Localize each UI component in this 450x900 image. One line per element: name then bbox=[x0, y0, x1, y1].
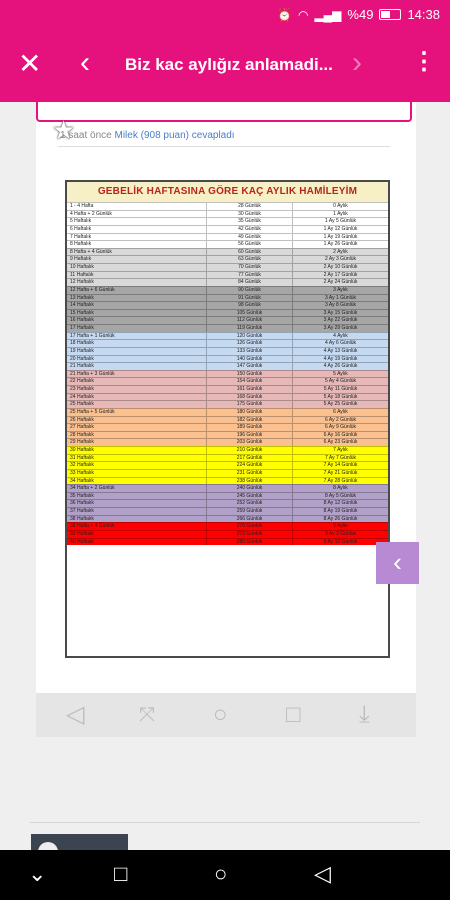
week-cell: 22 Haftalık bbox=[67, 378, 207, 385]
months-cell: 8 Ay 26 Günlük bbox=[323, 515, 358, 522]
days-cell: 63 Günlük bbox=[207, 256, 293, 263]
months-cell: 7 Ay 7 Günlük bbox=[324, 454, 357, 461]
table-row bbox=[67, 339, 388, 347]
week-cell: 17 Hafta + 1 Günlük bbox=[67, 333, 207, 340]
week-cell: 27 Haftalık bbox=[67, 424, 207, 431]
days-cell: 217 Günlük bbox=[207, 455, 293, 462]
week-cell: 40 Haftalık bbox=[67, 539, 207, 546]
table-row bbox=[67, 301, 388, 309]
week-cell: 8 Hafta + 4 Günlük bbox=[67, 249, 207, 256]
table-row bbox=[67, 294, 388, 302]
week-cell: 14 Haftalık bbox=[67, 302, 207, 309]
week-cell: 34 Hafta + 2 Günlük bbox=[67, 485, 207, 492]
week-cell: 38 Hafta + 4 Günlük bbox=[67, 523, 207, 530]
days-cell: 266 Günlük bbox=[207, 516, 293, 523]
months-cell: 1 Ay 12 Günlük bbox=[323, 225, 358, 232]
download-icon[interactable]: ⤓ bbox=[359, 701, 370, 728]
days-cell: 231 Günlük bbox=[207, 470, 293, 477]
months-cell: 4 Ay 13 Günlük bbox=[323, 347, 358, 354]
days-cell: 35 Günlük bbox=[207, 218, 293, 225]
answer-user-link[interactable]: Milek (908 puan) bbox=[114, 130, 189, 141]
week-cell: 19 Haftalık bbox=[67, 348, 207, 355]
table-row bbox=[67, 355, 388, 363]
days-cell: 150 Günlük bbox=[207, 371, 293, 378]
week-cell: 38 Haftalık bbox=[67, 516, 207, 523]
days-cell: 280 Günlük bbox=[207, 539, 293, 546]
table-row bbox=[67, 477, 388, 485]
months-cell: 8 Ay 5 Günlük bbox=[324, 492, 357, 499]
image-toolbar bbox=[36, 693, 416, 737]
months-cell: 2 Ay 10 Günlük bbox=[323, 264, 358, 270]
table-row bbox=[67, 499, 388, 507]
days-cell: 126 Günlük bbox=[207, 340, 293, 347]
months-cell: 6 Ay 16 Günlük bbox=[323, 431, 358, 438]
back-icon[interactable]: ‹ bbox=[80, 46, 90, 79]
months-cell: 3 Aylık bbox=[333, 286, 348, 293]
table-row bbox=[67, 362, 388, 370]
days-cell: 49 Günlük bbox=[207, 234, 293, 241]
fullscreen-icon[interactable]: ⤧ bbox=[139, 704, 155, 726]
days-cell: 133 Günlük bbox=[207, 348, 293, 355]
previous-icon[interactable]: ◁ bbox=[66, 701, 85, 728]
months-cell: 6 Ay 23 Günlük bbox=[323, 439, 358, 446]
week-cell: 32 Haftalık bbox=[67, 462, 207, 469]
months-cell: 2 Ay 3 Günlük bbox=[324, 256, 357, 263]
months-cell: 5 Ay 25 Günlük bbox=[323, 401, 358, 408]
months-cell: 8 Ay 19 Günlük bbox=[323, 508, 358, 514]
months-cell: 3 Ay 15 Günlük bbox=[323, 309, 358, 316]
months-cell: 1 Ay 19 Günlük bbox=[323, 233, 358, 240]
week-cell: 17 Haftalık bbox=[67, 325, 207, 332]
table-row bbox=[67, 324, 388, 332]
table-row bbox=[67, 217, 388, 225]
table-row bbox=[67, 431, 388, 439]
days-cell: 189 Günlük bbox=[207, 424, 293, 431]
table-row bbox=[67, 263, 388, 271]
pregnancy-table-image[interactable] bbox=[65, 180, 390, 658]
week-cell: 16 Haftalık bbox=[67, 317, 207, 324]
days-cell: 175 Günlük bbox=[207, 401, 293, 408]
days-cell: 259 Günlük bbox=[207, 508, 293, 515]
table-row bbox=[67, 492, 388, 500]
months-cell: 2 Ay 24 Günlük bbox=[323, 279, 358, 286]
months-cell: 2 Ay 17 Günlük bbox=[323, 271, 358, 278]
week-cell: 37 Haftalık bbox=[67, 508, 207, 515]
months-cell: 4 Aylık bbox=[333, 332, 348, 339]
table-row bbox=[67, 469, 388, 477]
stop-square-icon[interactable]: □ bbox=[286, 701, 301, 728]
months-cell: 7 Aylık bbox=[333, 447, 348, 453]
days-cell: 180 Günlük bbox=[207, 409, 293, 416]
week-cell: 25 Haftalık bbox=[67, 401, 207, 408]
table-row bbox=[67, 416, 388, 424]
table-row bbox=[67, 507, 388, 515]
months-cell: 5 Ay 4 Günlük bbox=[324, 378, 357, 385]
week-cell: 24 Haftalık bbox=[67, 394, 207, 401]
nav-down-icon[interactable]: ⌄ bbox=[28, 861, 47, 886]
days-cell: 91 Günlük bbox=[207, 295, 293, 302]
table-title: GEBELİK HAFTASINA GÖRE KAÇ AYLIK HAMİLEYİM bbox=[67, 182, 388, 202]
table-row bbox=[67, 522, 388, 530]
app-bar bbox=[0, 30, 450, 102]
months-cell: 3 Ay 1 Günlük bbox=[324, 294, 357, 301]
days-cell: 120 Günlük bbox=[207, 333, 293, 340]
days-cell: 182 Günlük bbox=[207, 417, 293, 424]
signal-icon: ▂▄▆ bbox=[314, 7, 342, 22]
nav-home-icon[interactable]: ○ bbox=[214, 861, 228, 886]
months-cell: 3 Ay 8 Günlük bbox=[324, 302, 357, 309]
days-cell: 70 Günlük bbox=[207, 264, 293, 271]
days-cell: 105 Günlük bbox=[207, 310, 293, 317]
week-cell: 9 Haftalık bbox=[67, 256, 207, 263]
week-cell: 12 Haftalık bbox=[67, 279, 207, 286]
battery-percent: %49 bbox=[347, 7, 374, 22]
days-cell: 42 Günlük bbox=[207, 226, 293, 233]
days-cell: 77 Günlük bbox=[207, 272, 293, 279]
days-cell: 224 Günlük bbox=[207, 462, 293, 469]
months-cell: 3 Ay 22 Günlük bbox=[323, 317, 358, 324]
days-cell: 240 Günlük bbox=[207, 485, 293, 492]
months-cell: 5 Aylık bbox=[333, 370, 348, 377]
months-cell: 3 Ay 29 Günlük bbox=[323, 325, 358, 331]
week-cell: 15 Haftalık bbox=[67, 310, 207, 317]
days-cell: 90 Günlük bbox=[207, 287, 293, 294]
answer-meta bbox=[60, 130, 235, 141]
more-options-icon[interactable]: ⋮ bbox=[412, 48, 436, 75]
months-cell: 9 Aylık bbox=[333, 523, 348, 530]
days-cell: 273 Günlük bbox=[207, 531, 293, 538]
system-nav-bar bbox=[0, 850, 450, 900]
week-cell: 36 Haftalık bbox=[67, 500, 207, 507]
table-row bbox=[67, 454, 388, 462]
week-cell: 33 Haftalık bbox=[67, 470, 207, 477]
table-row bbox=[67, 248, 388, 256]
days-cell: 28 Günlük bbox=[207, 203, 293, 210]
table-row bbox=[67, 255, 388, 263]
table-row bbox=[67, 347, 388, 355]
week-cell: 23 Haftalık bbox=[67, 386, 207, 393]
week-cell: 7 Haftalık bbox=[67, 234, 207, 241]
table-row bbox=[67, 286, 388, 294]
table-row bbox=[67, 309, 388, 317]
table-row bbox=[67, 461, 388, 469]
table-row bbox=[67, 385, 388, 393]
days-cell: 60 Günlük bbox=[207, 249, 293, 256]
week-cell: 39 Haftalık bbox=[67, 531, 207, 538]
months-cell: 7 Ay 21 Günlük bbox=[323, 469, 358, 476]
week-cell: 21 Haftalık bbox=[67, 363, 207, 370]
months-cell: 7 Ay 28 Günlük bbox=[323, 477, 358, 484]
months-cell: 1 Ay 26 Günlük bbox=[323, 241, 358, 248]
days-cell: 112 Günlük bbox=[207, 317, 293, 324]
week-cell: 35 Haftalık bbox=[67, 493, 207, 500]
table-row bbox=[67, 202, 388, 210]
week-cell: 34 Haftalık bbox=[67, 478, 207, 485]
week-cell: 25 Hafta + 5 Günlük bbox=[67, 409, 207, 416]
months-cell: 9 Ay 3 Günlük bbox=[324, 530, 357, 537]
days-cell: 252 Günlük bbox=[207, 500, 293, 507]
answer-action: cevapladı bbox=[191, 130, 235, 141]
answer-box bbox=[36, 102, 412, 122]
week-cell: 1 - 4 Hafta bbox=[67, 203, 207, 210]
gallery-prev-button[interactable]: ‹ bbox=[376, 542, 419, 584]
home-circle-icon[interactable]: ○ bbox=[213, 701, 228, 728]
table-row bbox=[67, 515, 388, 523]
months-cell: 1 Ay 5 Günlük bbox=[324, 218, 357, 225]
week-cell: 11 Haftalık bbox=[67, 272, 207, 279]
alarm-icon: ⏰ bbox=[277, 7, 292, 22]
page-title: Biz kac aylığız anlamadi... bbox=[125, 55, 333, 74]
forward-icon[interactable]: › bbox=[352, 46, 362, 79]
wifi-icon: ◠ bbox=[297, 7, 309, 22]
days-cell: 270 Günlük bbox=[207, 523, 293, 530]
nav-recents-icon[interactable]: □ bbox=[114, 861, 128, 886]
week-cell: 6 Haftalık bbox=[67, 226, 207, 233]
week-cell: 12 Hafta + 6 Günlük bbox=[67, 287, 207, 294]
days-cell: 168 Günlük bbox=[207, 394, 293, 401]
months-cell: 0 Aylık bbox=[333, 203, 348, 209]
table-row bbox=[67, 408, 388, 416]
table-row bbox=[67, 446, 388, 454]
months-cell: 4 Ay 6 Günlük bbox=[324, 340, 357, 347]
table-row bbox=[67, 370, 388, 378]
months-cell: 6 Ay 9 Günlük bbox=[324, 424, 357, 431]
week-cell: 29 Haftalık bbox=[67, 439, 207, 446]
week-cell: 26 Haftalık bbox=[67, 417, 207, 424]
week-cell: 4 Hafta + 2 Günlük bbox=[67, 211, 207, 218]
months-cell: 6 Ay 2 Günlük bbox=[324, 416, 357, 423]
days-cell: 238 Günlük bbox=[207, 478, 293, 485]
days-cell: 56 Günlük bbox=[207, 241, 293, 248]
table-row bbox=[67, 530, 388, 538]
months-cell: 8 Aylık bbox=[333, 485, 348, 492]
months-cell: 1 Aylık bbox=[333, 210, 348, 217]
months-cell: 6 Aylık bbox=[333, 408, 348, 415]
week-cell: 20 Haftalık bbox=[67, 356, 207, 363]
table-row bbox=[67, 438, 388, 446]
star-icon[interactable]: ★ bbox=[52, 115, 76, 145]
week-cell: 18 Haftalık bbox=[67, 340, 207, 347]
months-cell: 9 Ay 10 Günlük bbox=[323, 538, 358, 545]
week-cell: 28 Haftalık bbox=[67, 432, 207, 439]
days-cell: 196 Günlük bbox=[207, 432, 293, 439]
status-bar bbox=[0, 0, 450, 30]
week-cell: 10 Haftalık bbox=[67, 264, 207, 271]
table-row bbox=[67, 393, 388, 401]
table-row bbox=[67, 233, 388, 241]
table-row bbox=[67, 316, 388, 324]
days-cell: 98 Günlük bbox=[207, 302, 293, 309]
table-row bbox=[67, 400, 388, 408]
table-row bbox=[67, 423, 388, 431]
days-cell: 147 Günlük bbox=[207, 363, 293, 370]
close-icon[interactable]: ✕ bbox=[18, 48, 42, 79]
table-row bbox=[67, 484, 388, 492]
months-cell: 4 Ay 26 Günlük bbox=[323, 363, 358, 370]
table-row bbox=[67, 332, 388, 340]
clock: 14:38 bbox=[407, 7, 440, 22]
days-cell: 140 Günlük bbox=[207, 356, 293, 363]
week-cell: 8 Haftalık bbox=[67, 241, 207, 248]
table-row bbox=[67, 377, 388, 385]
days-cell: 210 Günlük bbox=[207, 447, 293, 454]
table-row bbox=[67, 271, 388, 279]
days-cell: 203 Günlük bbox=[207, 439, 293, 446]
days-cell: 119 Günlük bbox=[207, 325, 293, 332]
divider bbox=[30, 822, 420, 823]
table-row bbox=[67, 210, 388, 218]
months-cell: 2 Aylık bbox=[333, 248, 348, 255]
answer-time: 1 saat önce bbox=[60, 130, 112, 141]
days-cell: 30 Günlük bbox=[207, 211, 293, 218]
months-cell: 5 Ay 11 Günlük bbox=[323, 386, 358, 392]
divider bbox=[58, 146, 390, 147]
battery-icon bbox=[379, 9, 401, 20]
days-cell: 245 Günlük bbox=[207, 493, 293, 500]
table-row bbox=[67, 278, 388, 286]
week-cell: 5 Haftalık bbox=[67, 218, 207, 225]
months-cell: 5 Ay 18 Günlük bbox=[323, 393, 358, 400]
week-cell: 30 Haftalık bbox=[67, 447, 207, 454]
table-body bbox=[67, 202, 388, 545]
table-row bbox=[67, 240, 388, 248]
table-row bbox=[67, 538, 388, 546]
days-cell: 154 Günlük bbox=[207, 378, 293, 385]
months-cell: 8 Ay 12 Günlük bbox=[323, 500, 358, 507]
table-row bbox=[67, 225, 388, 233]
months-cell: 7 Ay 14 Günlük bbox=[323, 462, 358, 469]
months-cell: 4 Ay 19 Günlük bbox=[323, 355, 358, 362]
nav-back-icon[interactable]: ◁ bbox=[314, 861, 331, 886]
week-cell: 21 Hafta + 3 Günlük bbox=[67, 371, 207, 378]
days-cell: 84 Günlük bbox=[207, 279, 293, 286]
week-cell: 13 Haftalık bbox=[67, 295, 207, 302]
week-cell: 31 Haftalık bbox=[67, 455, 207, 462]
days-cell: 161 Günlük bbox=[207, 386, 293, 393]
